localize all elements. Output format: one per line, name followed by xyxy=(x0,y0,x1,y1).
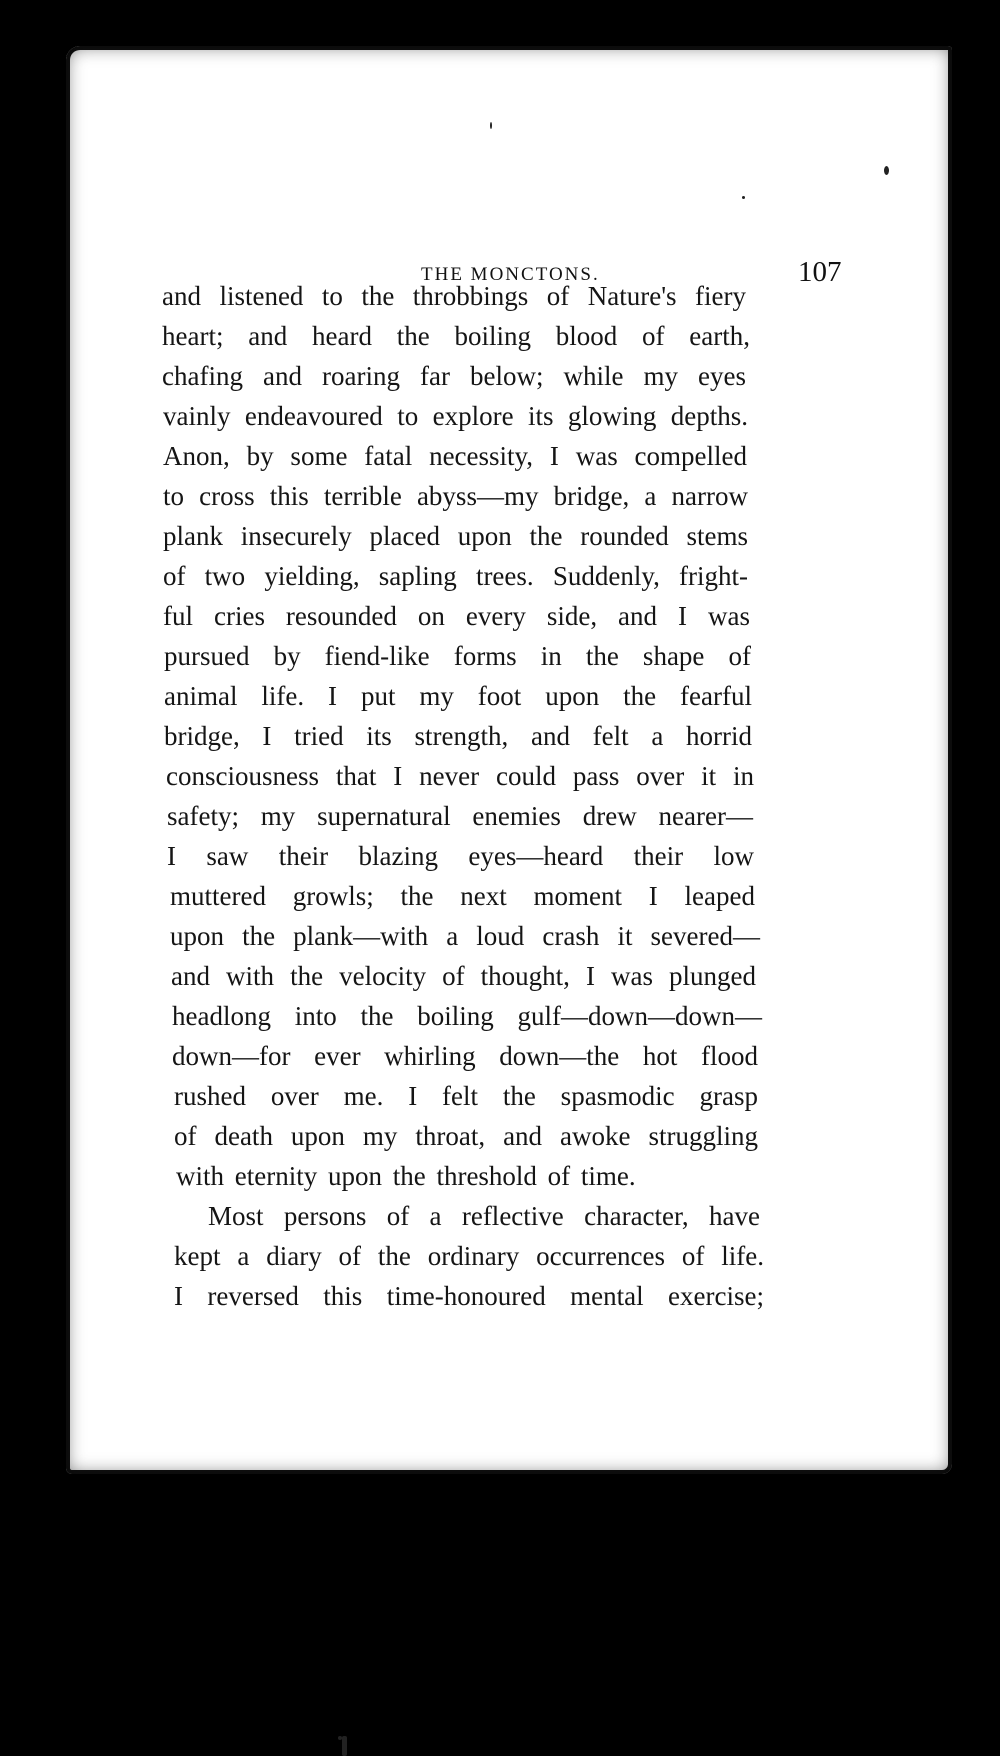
scan-speck xyxy=(884,166,889,175)
text-line: consciousness that I never could pass over it in xyxy=(166,761,754,791)
binding-shadow xyxy=(44,880,54,1300)
text-line: headlong into the boiling gulf—down—down— xyxy=(172,1001,762,1031)
text-line: I reversed this time-honoured mental exercise; xyxy=(174,1281,764,1311)
text-line: of death upon my throat, and awoke struggling xyxy=(174,1121,758,1151)
text-line: bridge, I tried its strength, and felt a horrid xyxy=(164,721,752,751)
text-line: upon the plank—with a loud crash it severed— xyxy=(170,921,760,951)
scan-speck xyxy=(742,196,745,199)
text-line: animal life. I put my foot upon the fearful xyxy=(164,681,752,711)
text-line: down—for ever whirling down—the hot flood xyxy=(172,1041,758,1071)
text-line: to cross this terrible abyss—my bridge, a narrow xyxy=(163,481,748,511)
text-line: plank insecurely placed upon the rounded stems xyxy=(163,521,748,551)
page-number: 107 xyxy=(798,256,842,288)
running-title: THE MONCTONS. xyxy=(421,264,600,285)
paragraph-start-line: Most persons of a reflective character, have xyxy=(208,1201,760,1231)
text-line: ful cries resounded on every side, and I was xyxy=(163,601,750,631)
text-line: and with the velocity of thought, I was plunged xyxy=(171,961,756,991)
scan-speck xyxy=(342,1736,347,1756)
scan-speck xyxy=(490,122,492,129)
text-line: kept a diary of the ordinary occurrences of life. xyxy=(174,1241,764,1271)
text-line: of two yielding, sapling trees. Suddenly, fright- xyxy=(163,561,748,591)
text-line: I saw their blazing eyes—heard their low xyxy=(167,841,754,871)
text-line: pursued by fiend-like forms in the shape of xyxy=(164,641,751,671)
text-line: Anon, by some fatal necessity, I was compelled xyxy=(163,441,747,471)
text-line: rushed over me. I felt the spasmodic grasp xyxy=(174,1081,758,1111)
text-line: heart; and heard the boiling blood of earth, xyxy=(162,321,750,351)
book-page xyxy=(66,46,952,1474)
text-line: and listened to the throbbings of Nature's fiery xyxy=(162,281,746,311)
text-line: safety; my supernatural enemies drew nearer— xyxy=(167,801,753,831)
text-line: vainly endeavoured to explore its glowing depths. xyxy=(163,401,748,431)
text-line: muttered growls; the next moment I leaped xyxy=(170,881,755,911)
text-line: with eternity upon the threshold of time. xyxy=(176,1161,636,1191)
text-line: chafing and roaring far below; while my eyes xyxy=(162,361,746,391)
